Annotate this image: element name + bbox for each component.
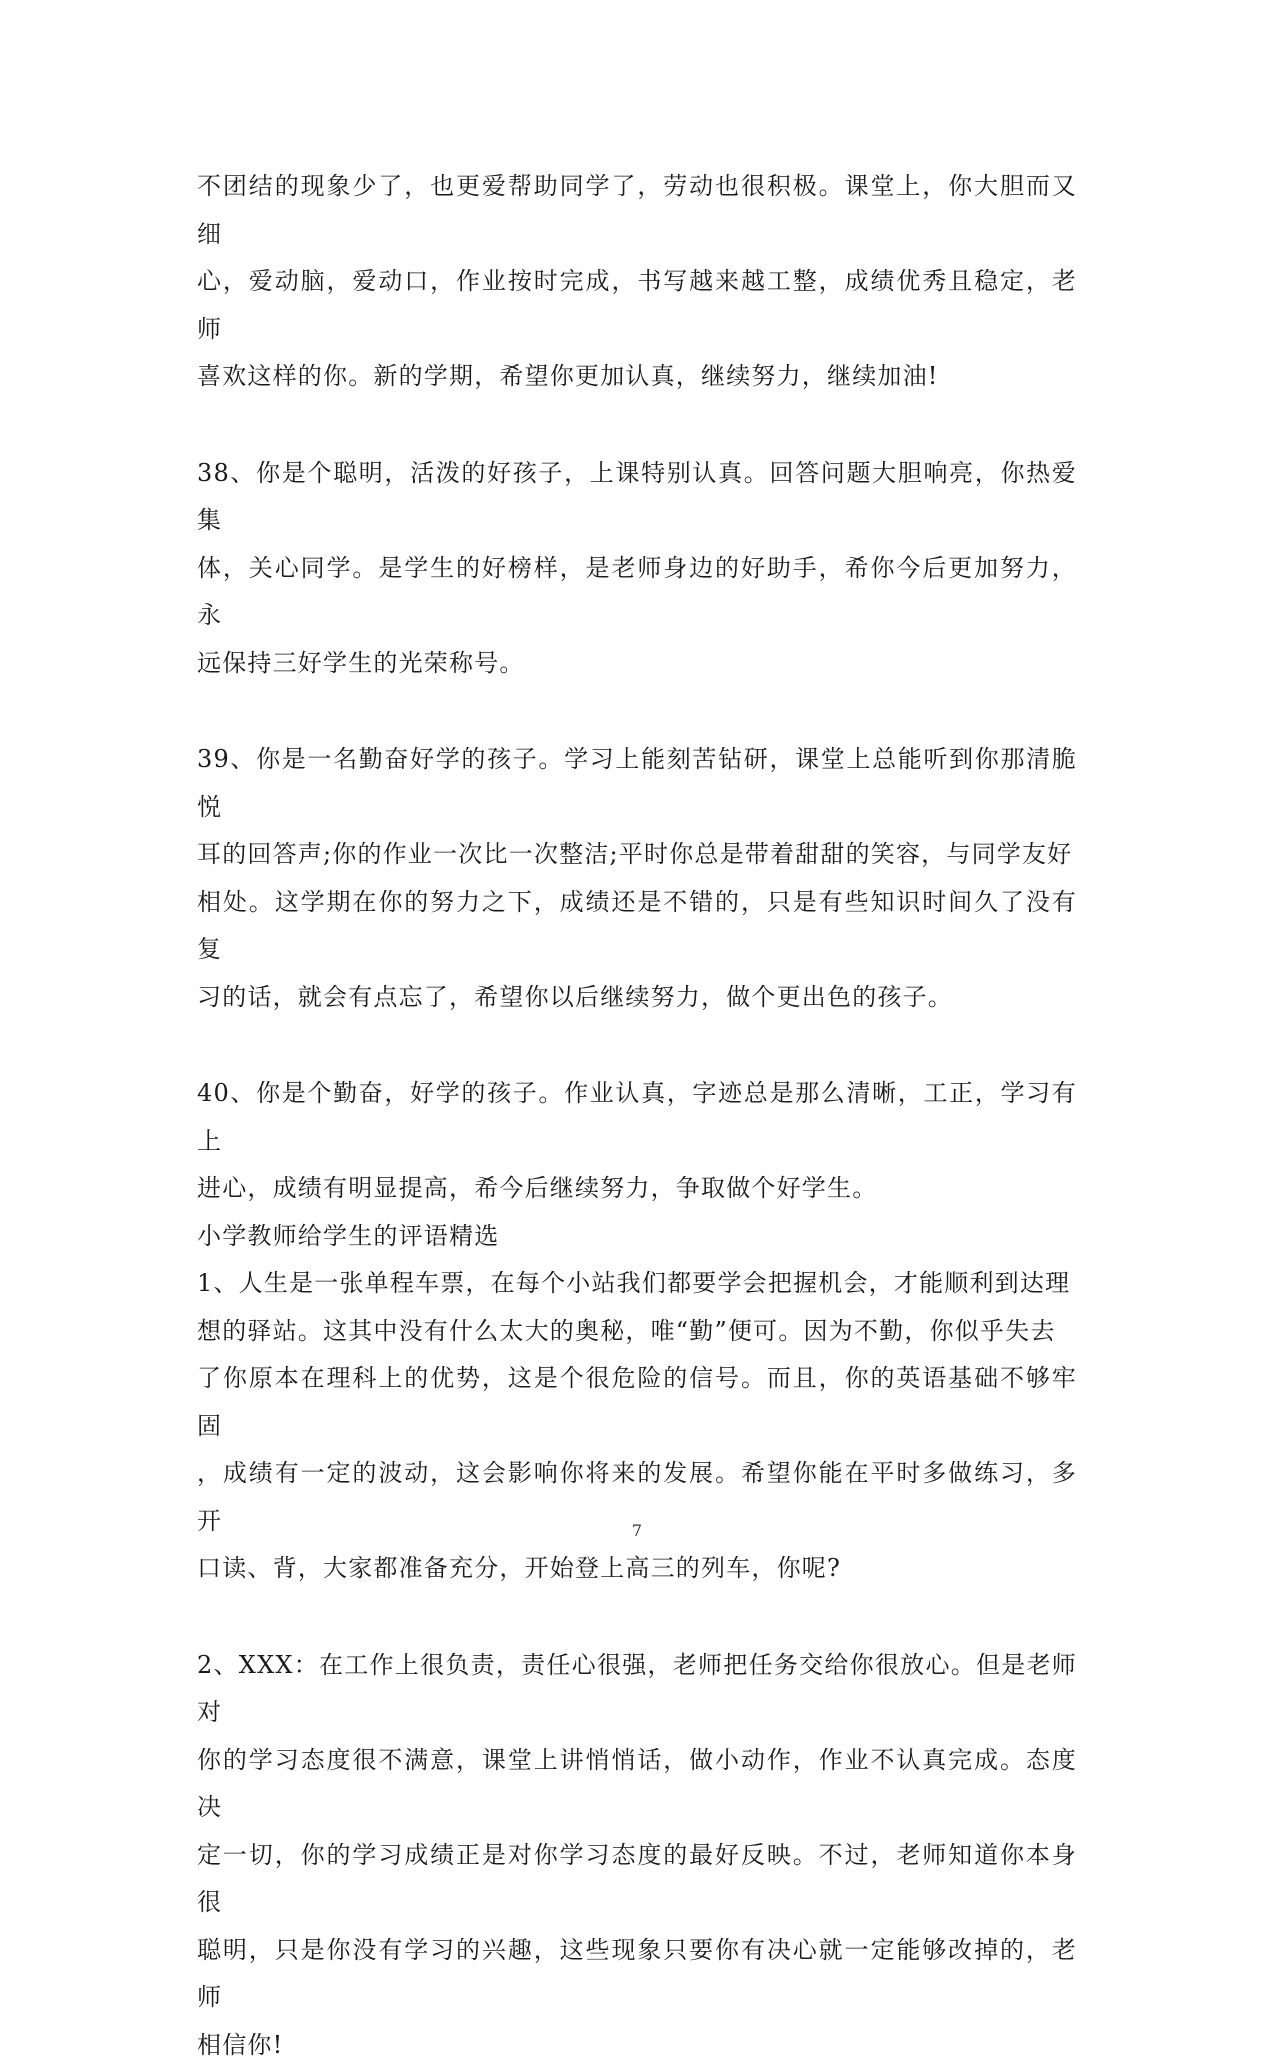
text-line: 心，爱动脑，爱动口，作业按时完成，书写越来越工整，成绩优秀且稳定，老师	[197, 258, 1077, 353]
text-line: 喜欢这样的你。新的学期，希望你更加认真，继续努力，继续加油!	[197, 353, 1077, 401]
text-line: 聪明，只是你没有学习的兴趣，这些现象只要你有决心就一定能够改掉的，老师	[197, 1927, 1077, 2022]
paragraph-2	[197, 1642, 1077, 2069]
paragraph-spacer	[197, 687, 1077, 736]
paragraph-39	[197, 736, 1077, 1021]
text-line: 1、人生是一张单程车票，在每个小站我们都要学会把握机会，才能顺利到达理	[197, 1260, 1077, 1308]
paragraph-spacer	[197, 1021, 1077, 1070]
text-line: 你的学习态度很不满意，课堂上讲悄悄话，做小动作，作业不认真完成。态度决	[197, 1737, 1077, 1832]
section-heading	[197, 1213, 1077, 1261]
text-line: 40、你是个勤奋，好学的孩子。作业认真，字迹总是那么清晰，工正，学习有上	[197, 1070, 1077, 1165]
text-line: 39、你是一名勤奋好学的孩子。学习上能刻苦钻研，课堂上总能听到你那清脆悦	[197, 736, 1077, 831]
text-line: 定一切，你的学习成绩正是对你学习态度的最好反映。不过，老师知道你本身很	[197, 1832, 1077, 1927]
text-line: 想的驿站。这其中没有什么太大的奥秘，唯“勤”便可。因为不勤，你似乎失去	[197, 1308, 1077, 1356]
text-line: 相处。这学期在你的努力之下，成绩还是不错的，只是有些知识时间久了没有复	[197, 879, 1077, 974]
paragraph-40	[197, 1070, 1077, 1213]
text-line: 相信你!	[197, 2022, 1077, 2069]
document-body	[197, 163, 1077, 2069]
text-line: 耳的回答声;你的作业一次比一次整洁;平时你总是带着甜甜的笑容，与同学友好	[197, 831, 1077, 879]
text-line: 远保持三好学生的光荣称号。	[197, 640, 1077, 688]
text-line: 体，关心同学。是学生的好榜样，是老师身边的好助手，希你今后更加努力，永	[197, 545, 1077, 640]
text-line: 了你原本在理科上的优势，这是个很危险的信号。而且，你的英语基础不够牢固	[197, 1355, 1077, 1450]
paragraph-continuation	[197, 163, 1077, 401]
paragraph-spacer	[197, 401, 1077, 450]
text-line: 不团结的现象少了，也更爱帮助同学了，劳动也很积极。课堂上，你大胆而又细	[197, 163, 1077, 258]
text-line: 38、你是个聪明，活泼的好孩子，上课特别认真。回答问题大胆响亮，你热爱集	[197, 450, 1077, 545]
text-line: ，成绩有一定的波动，这会影响你将来的发展。希望你能在平时多做练习，多开	[197, 1450, 1077, 1545]
text-line: 口读、背，大家都准备充分，开始登上高三的列车，你呢?	[197, 1545, 1077, 1593]
page-number: 7	[0, 1521, 1274, 1540]
paragraph-38	[197, 450, 1077, 688]
paragraph-spacer	[197, 1593, 1077, 1642]
text-line: 2、XXX：在工作上很负责，责任心很强，老师把任务交给你很放心。但是老师对	[197, 1642, 1077, 1737]
text-line: 进心，成绩有明显提高，希今后继续努力，争取做个好学生。	[197, 1165, 1077, 1213]
section-heading-text: 小学教师给学生的评语精选	[197, 1213, 1077, 1261]
paragraph-1	[197, 1260, 1077, 1593]
text-line: 习的话，就会有点忘了，希望你以后继续努力，做个更出色的孩子。	[197, 974, 1077, 1022]
